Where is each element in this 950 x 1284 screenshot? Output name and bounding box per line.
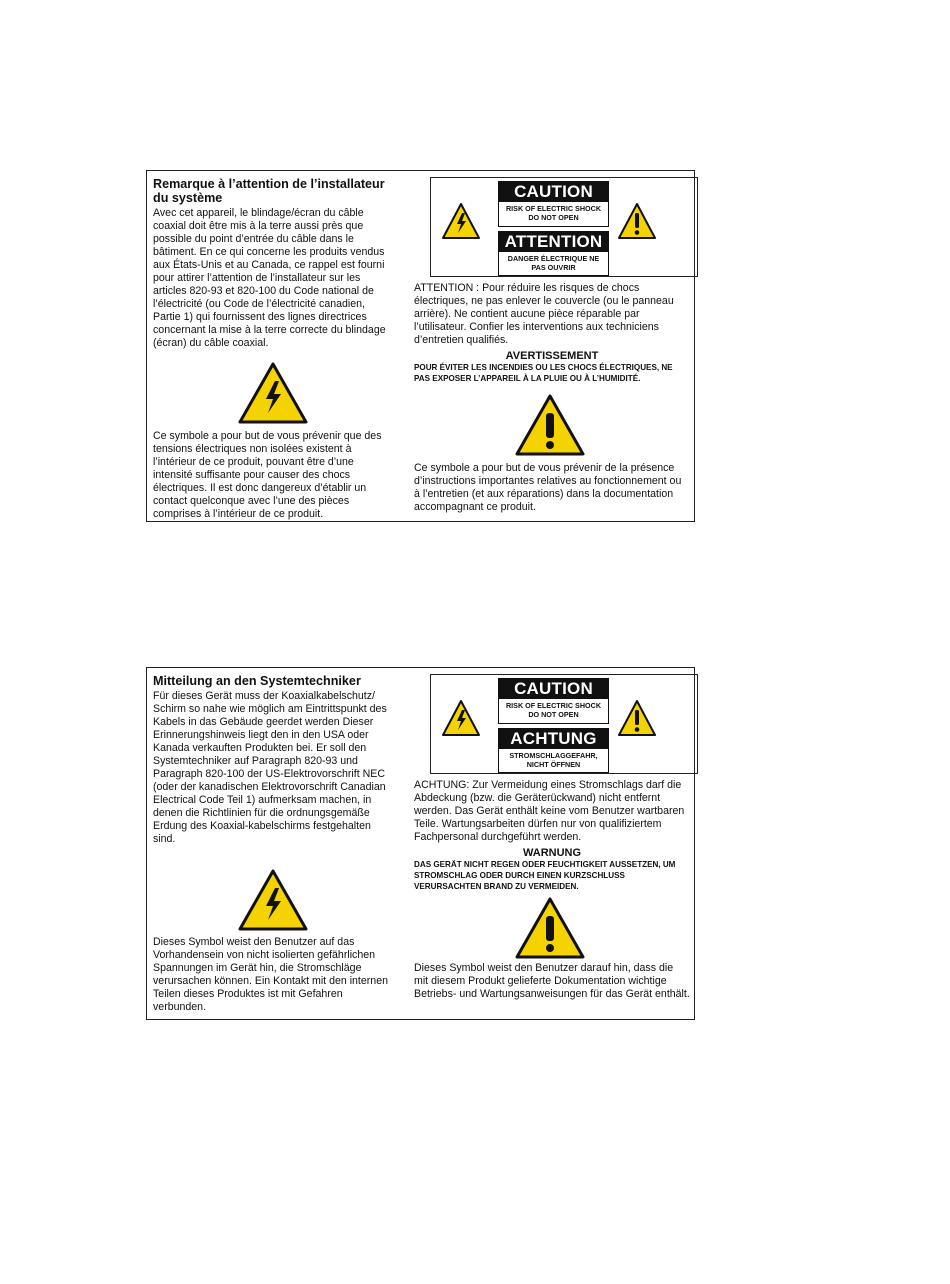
caution-sign-heading: CAUTION [499, 182, 608, 202]
warning-label-box [430, 674, 698, 774]
notice-text: Für dieses Gerät muss der Koaxialkabelschutz/ Schirm so nahe wie möglich am Eintrittspunkt des Kabels in das Gebäude geerdet werden Dieser Erinnerungshinweis liegt den in den USA oder Kanada verkauften Produkten bei. Er soll den Systemtechniker auf Paragraph 820-93 und Paragraph 820-100 der US-Elektrovorschrift NEC (oder der kanadischen Elektrovorschrift Canadian Electrical Code Teil 1) aufmerksam machen, in denen die Richtlinien für die ordnungsgemäße Erdung des Koaxial-kabelschirms festgehalten sind. [153, 690, 387, 845]
warning-label-box [430, 177, 698, 277]
lightning-warning-icon [237, 868, 309, 932]
notice-title: Mitteilung an den Systemtechniker [153, 674, 361, 688]
installer-notice-column [153, 177, 393, 520]
attention-text: ATTENTION : Pour réduire les risques de chocs électriques, ne pas enlever le couvercle (ou le panneau arrière). Ne contient aucune pièce réparable par l’utilisateur. Confier les interventions aux techniciens d’entretien qualifiés. [414, 282, 674, 346]
caution-sign-subtext: RISK OF ELECTRIC SHOCK DO NOT OPEN [505, 204, 602, 222]
warning-heading: AVERTISSEMENT [505, 350, 599, 362]
lightning-warning-icon [441, 699, 481, 737]
safety-notice-panel-french [146, 170, 695, 522]
exclamation-warning-icon [617, 699, 657, 737]
caution-sign-heading: CAUTION [499, 679, 608, 699]
lightning-warning-icon [237, 361, 309, 425]
caution-sign [498, 181, 609, 227]
exclamation-warning-icon [617, 202, 657, 240]
caution-sign-subtext: RISK OF ELECTRIC SHOCK DO NOT OPEN [505, 701, 602, 719]
attention-sign [498, 231, 609, 276]
lightning-symbol-explanation: Ce symbole a pour but de vous prévenir que des tensions électriques non isolées existent à l’intérieur de ce produit, pouvant être d’une intensité suffisante pour causer des chocs électriques. Il est donc dangereux d’établir un contact quelconque avec l’une des pièces comprises à l’intérieur de ce produit. [153, 430, 382, 520]
achtung-sign-subtext: STROMSCHLAGGEFAHR, NICHT ÖFFNEN [509, 751, 598, 769]
safety-notice-panel-german [146, 667, 695, 1020]
attention-sign-heading: ATTENTION [499, 232, 608, 252]
attention-text: ACHTUNG: Zur Vermeidung eines Stromschlags darf die Abdeckung (bzw. die Geräterückwand) nicht entfernt werden. Das Gerät enthält keine vom Benutzer wartbaren Teile. Wartungsarbeiten dürfen nur von qualifiziertem Fachpersonal durchgeführt werden. [414, 779, 685, 843]
warning-block [414, 350, 690, 384]
warning-heading: WARNUNG [522, 847, 582, 859]
exclamation-symbol-explanation: Ce symbole a pour but de vous prévenir de la présence d’instructions importantes relatives au fonctionnement ou à l’entretien (et aux réparations) dans la documentation accompagnant ce produit. [414, 462, 682, 513]
installer-notice-column [153, 674, 393, 1013]
achtung-sign [498, 728, 609, 773]
exclamation-symbol-explanation: Dieses Symbol weist den Benutzer darauf hin, dass die mit diesem Produkt gelieferte Dokumentation wichtige Betriebs- und Wartungsanweisungen für das Gerät enthält. [414, 962, 690, 1000]
notice-title: Remarque à l’attention de l’installateur du système [153, 177, 385, 205]
caution-sign [498, 678, 609, 724]
exclamation-warning-icon [514, 896, 586, 960]
attention-sign-subtext: DANGER ÉLECTRIQUE NE PAS OUVRIR [507, 254, 600, 272]
warning-block [414, 847, 690, 892]
warning-text: DAS GERÄT NICHT REGEN ODER FEUCHTIGKEIT AUSSETZEN, UM STROMSCHLAG ODER DURCH EINEN KURZSCHLUSS VERURSACHTEN BRAND ZU VERMEIDEN. [414, 860, 676, 891]
notice-text: Avec cet appareil, le blindage/écran du câble coaxial doit être mis à la terre aussi près que possible du point d’entrée du câble dans le bâtiment. En ce qui concerne les produits vendus aux États-Unis et au Canada, ce rappel est fourni pour attirer l’attention de l’installateur sur les articles 820-93 et 820-100 du Code national de l’électricité (ou Code de l’électricité canadien, Partie 1) qui fournissent des lignes directrices concernant la mise à la terre correcte du blindage (écran) du câble coaxial. [153, 207, 386, 349]
lightning-warning-icon [441, 202, 481, 240]
achtung-sign-heading: ACHTUNG [499, 729, 608, 749]
warning-text: POUR ÉVITER LES INCENDIES OU LES CHOCS ÉLECTRIQUES, NE PAS EXPOSER L’APPAREIL À LA PLUIE OU À L’HUMIDITÉ. [414, 363, 673, 383]
lightning-symbol-explanation: Dieses Symbol weist den Benutzer auf das Vorhandensein von nicht isolierten gefährlichen Spannungen im Gerät hin, die Stromschläge verursachen können. Ein Kontakt mit den internen Teilen dieses Produktes ist mit Gefahren verbunden. [153, 936, 388, 1013]
exclamation-warning-icon [514, 393, 586, 457]
